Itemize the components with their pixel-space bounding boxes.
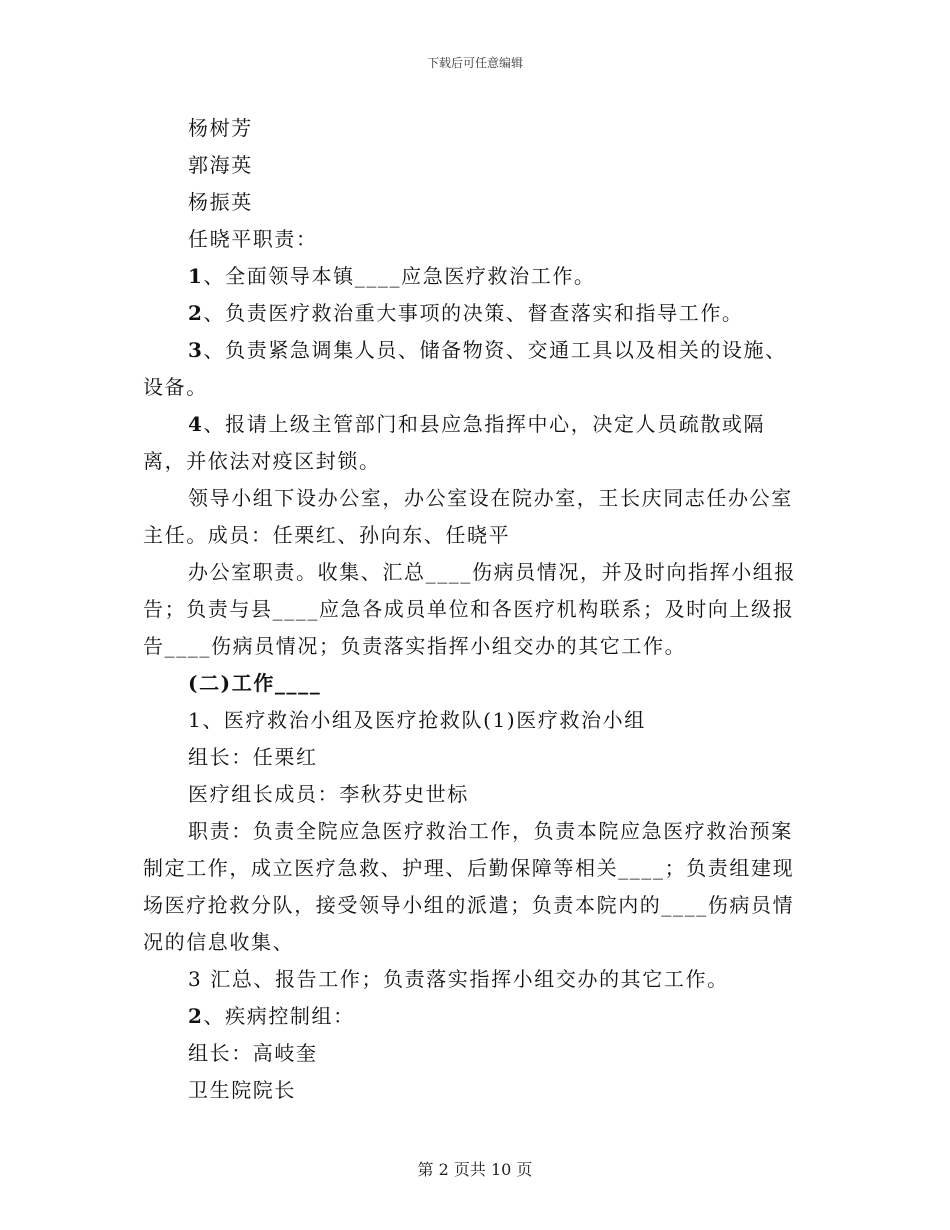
page-header: 下载后可任意编辑 <box>426 56 523 70</box>
paragraph: 郭海英 <box>188 153 253 177</box>
item-number: 1 <box>188 264 204 288</box>
paragraph <box>143 998 808 1035</box>
paragraph <box>143 332 808 406</box>
paragraph: 组长：高岐奎 <box>188 1041 318 1065</box>
paragraph <box>143 258 808 295</box>
paragraph: 杨树芳 <box>188 116 253 140</box>
paragraph-text: 、疾病控制组： <box>203 1004 355 1028</box>
paragraph: 组长：任栗红 <box>188 745 318 769</box>
paragraph: 办公室职责。收集、汇总____伤病员情况，并及时向指挥小组报告；负责与县____应急各成员单位和各医疗机构联系；及时向上级报告____伤病员情况；负责落实指挥小组交办的其它工作。 <box>143 560 796 658</box>
paragraph: 3 汇总、报告工作；负责落实指挥小组交办的其它工作。 <box>188 967 729 991</box>
paragraph: 任晓平职责： <box>188 227 318 251</box>
item-number: 4 <box>188 412 204 436</box>
item-number: 2 <box>188 301 204 325</box>
paragraph-text: 、负责紧急调集人员、储备物资、交通工具以及相关的设施、设备。 <box>143 338 787 399</box>
item-number: 3 <box>188 338 204 362</box>
page-footer: 第 2 页共 10 页 <box>417 1160 533 1179</box>
paragraph: 职责：负责全院应急医疗救治工作，负责本院应急医疗救治预案制定工作，成立医疗急救、护理、后勤保障等相关____；负责组建现场医疗抢救分队，接受领导小组的派遣；负责本院内的____伤病员情况的信息收集、 <box>143 819 795 954</box>
paragraph-text: 、负责医疗救治重大事项的决策、督查落实和指导工作。 <box>203 301 744 325</box>
paragraph: 医疗组长成员：李秋芬史世标 <box>188 782 469 806</box>
paragraph: 卫生院院长 <box>188 1078 296 1102</box>
paragraph: 杨振英 <box>188 190 253 214</box>
item-number: 2 <box>188 1004 204 1028</box>
paragraph: 领导小组下设办公室，办公室设在院办室，王长庆同志任办公室主任。成员：任栗红、孙向东、任晓平 <box>143 486 793 547</box>
paragraph: 1、医疗救治小组及医疗抢救队(1)医疗救治小组 <box>188 708 646 732</box>
paragraph <box>143 406 808 480</box>
paragraph <box>143 295 808 332</box>
section-heading: (二)工作____ <box>188 671 322 695</box>
paragraph-text: 、全面领导本镇____应急医疗救治工作。 <box>203 264 596 288</box>
document-body <box>143 110 808 1109</box>
paragraph-text: 、报请上级主管部门和县应急指挥中心，决定人员疏散或隔离，并依法对疫区封锁。 <box>143 412 766 473</box>
